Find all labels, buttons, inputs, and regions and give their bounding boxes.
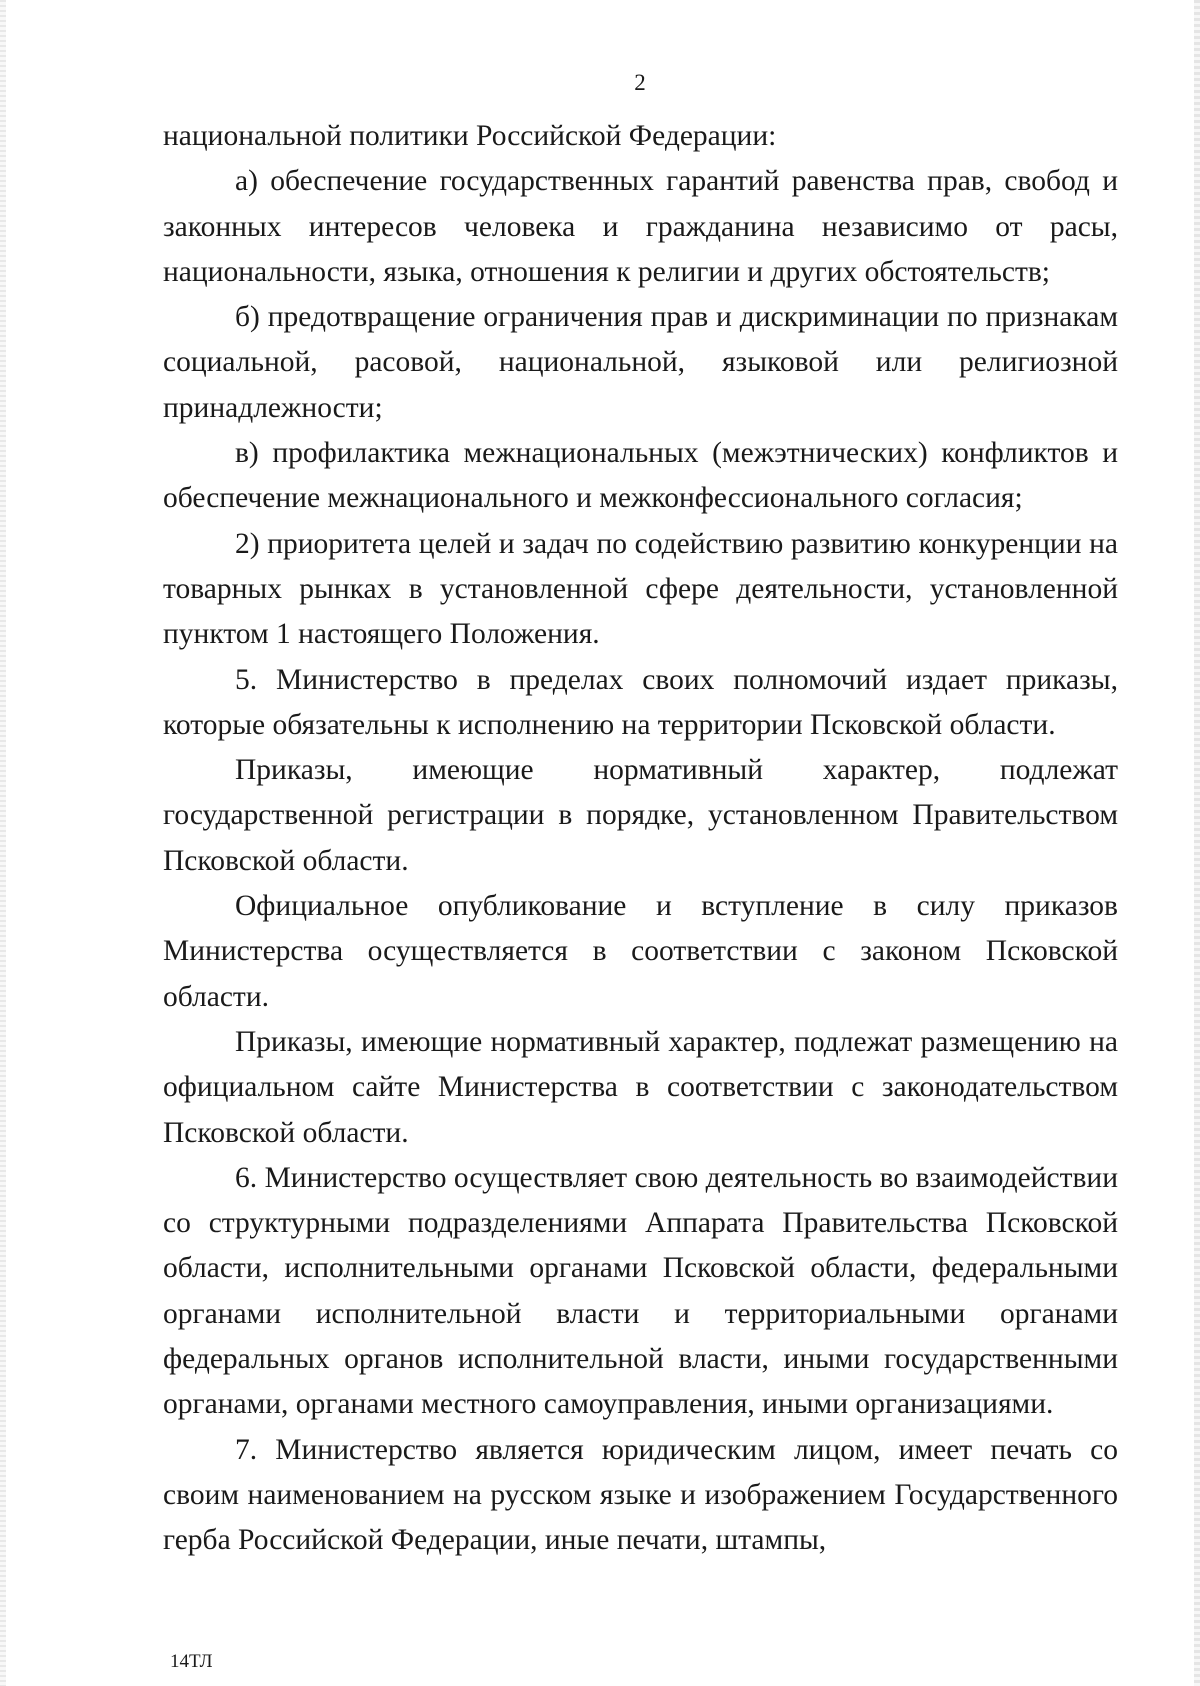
- paragraph-section-5: 5. Министерство в пределах своих полномочий издает приказы, которые обязательны к исполнению на территории Псковской области.: [163, 663, 1118, 741]
- paragraph-section-6: 6. Министерство осуществляет свою деятельность во взаимодействии со структурными подразделениями Аппарата Правительства Псковской области, исполнительными органами Псковской области, федеральными органами исполнительной власти и территориальными органами федеральных органов исполнительной власти, иными государственными органами, органами местного самоуправления, иными организациями.: [163, 1161, 1118, 1421]
- paragraph-continuation: национальной политики Российской Федерации:: [163, 120, 777, 152]
- paragraph-orders-publication: Официальное опубликование и вступление в силу приказов Министерства осуществляется в соответствии с законом Псковской области.: [163, 890, 1118, 1013]
- footer-code: 14ТЛ: [170, 1651, 213, 1672]
- scan-edge-left: [0, 0, 6, 1686]
- paragraph-item-v: в) профилактика межнациональных (межэтнических) конфликтов и обеспечение межнационального и межконфессионального согласия;: [163, 437, 1118, 515]
- paragraph-item-a: а) обеспечение государственных гарантий равенства прав, свобод и законных интересов человека и гражданина независимо от расы, национальности, языка, отношения к религии и других обстоятельств;: [163, 165, 1118, 288]
- paragraph-section-7: 7. Министерство является юридическим лицом, имеет печать со своим наименованием на русском языке и изображением Государственного герба Российской Федерации, иные печати, штампы,: [163, 1433, 1118, 1557]
- page-number: 2: [634, 70, 646, 95]
- paragraph-item-2: 2) приоритета целей и задач по содействию развитию конкуренции на товарных рынках в установленной сфере деятельности, установленной пунктом 1 настоящего Положения.: [163, 527, 1118, 651]
- scan-edge-right: [1194, 0, 1200, 1686]
- paragraph-item-b: б) предотвращение ограничения прав и дискриминации по признакам социальной, расовой, национальной, языковой или религиозной принадлежности;: [163, 301, 1118, 424]
- paragraph-orders-website: Приказы, имеющие нормативный характер, подлежат размещению на официальном сайте Министерства в соответствии с законодательством Псковской области.: [163, 1025, 1118, 1149]
- document-body: [163, 114, 1118, 1564]
- paragraph-orders-registration: Приказы, имеющие нормативный характер, подлежат государственной регистрации в порядке, установленном Правительством Псковской области.: [163, 754, 1118, 877]
